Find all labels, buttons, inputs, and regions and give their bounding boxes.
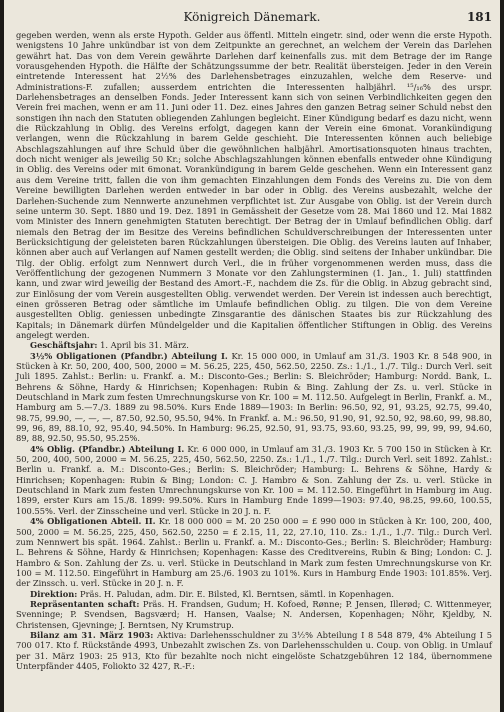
intro-text: gegeben werden, wenn als erste Hypoth. Gelder aus öffentl. Mitteln eingetr. sind, oder wenn die erste Hypoth. wenigstens 10 Jahre unkündbar ist von dem Zeitpunkte an gerechnet, an welchem der Verein das Darlehen gewährt hat. Das von dem Verein gewährte Darlehen darf keinenfalls zus. mit dem Betrage der im Range vorausgehenden Hypoth. die Hälfte der Schätzungssumme der betr. Realität übersteigen. Jeder in den Verein eintretende Interessent hat 2½% des Darlehensbetrages einzuzahlen, welche dem Reserve- und Administrations-F. zufallen; ausserdem entrichten die Interessenten halbjährl. ¹⁵/₁₆% des urspr. Darlehensbetrages an denselben Fonds. Jeder Interessent kann sich von seinen Verbindlichkeiten gegen den Verein frei machen, wenn er am 11. Juni oder 11. Dez. eines Jahres den ganzen Betrag seiner Schuld nebst den sonstigen ihn nach den Statuten obliegenden Zahlungen begleicht. Einer Kündigung bedarf es dazu nicht, wenn die Rückzahlung in Oblig. des Vereins erfolgt, dagegen kann der Verein eine 6monat. Vorankündigung verlangen, wenn die Rückzahlung in barem Gelde geschieht. Die Interessenten können auch beliebige Abschlagszahlungen auf ihre Schuld über die gewöhnlichen halbjährl. Amortisationsquoten hinaus trachten, doch nicht weniger als jeweilig 50 Kr.; solche Abschlagszahlungen können ebenfalls entweder ohne Kündigung in Oblig. des Vereins oder mit 6monat. Vorankündigung in barem Gelde geschehen. Wenn ein Interessent ganz aus dem Vereine tritt, fallen die von ihm gemachten Einzahlungen dem Fonds des Vereins zu. Die von dem Vereine bewilligten Darlehen werden entweder in bar oder in Oblig. des Vereins ausbezahlt, welche der Darlehen-Suchende zum Nennwerte anzunehmen verpflichtet ist. Zur Ausgabe von Oblig. ist der Verein durch seine unterm 30. Sept. 1880 und 19. Dez. 1891 in Gemässheit der Gesetze vom 28. Mai 1860 und 12. Mai 1882 vom Minister des Innern genehmigten Statuten berechtigt. Der Betrag der in Umlauf befindlichen Oblig. darf niemals den Betrag der im Besitze des Vereins befindlichen Schuldverschreibungen der Interessenten unter Berücksichtigung der geleisteten baren Rückzahlungen übersteigen. Die Oblig. des Vereins lauten auf Inhaber, können aber auch auf Verlangen auf Namen gestellt werden; die Oblig. sind seitens der Inhaber unkündbar. Die Tilg. der Oblig. erfolgt zum Nennwert durch Verl., die in früher vorgenommenen werden muss, dass die Veröffentlichung der gezogenen Nummern 3 Monate vor den Zahlungsterminen (1. Jan., 1. Juli) stattfinden kann, und zwar wird jeweilig der Bestand des Amort.-F., nachdem die Zs. für die Oblig. in Abzug gebracht sind, zur Einlösung der vom Verein ausgestellten Oblig. verwendet werden. Der Verein ist indessen auch berechtigt, einen grösseren Betrag oder sämtliche im Umlaufe befindlichen Oblig. zu tilgen. Die von dem Vereine ausgestellten Oblig. geniessen unbedingte Zinsgarantie des dänischen Staates bis zur Rückzahlung des Kapitals; in Dänemark dürfen Mündelgelder und die Kapitalien öffentlicher Stiftungen in Oblig. des Vereins angelegt werden. — [16, 30, 492, 340]
council-text: Präs. H. Frandsen, Gudum; H. Kofoed, Rønne; P. Jensen, Illerød; C. Wittenmeyer, Svenninge; P. Svendsen, Bagsværd; H. Hansen, Vaalse; N. Andersen, Kopenhagen; Nöhr, Kjeldby, N. Christensen, Gjevninge; J. Berntsen, Ny Krumstrup. — [16, 598, 493, 630]
document-page — [4, 0, 500, 712]
issue-1-text: Kr. 15 000 000, in Umlauf am 31./3. 1903 Kr. 8 548 900, in Stücken à Kr. 50, 200, 400, 500, 2000 = M. 56.25, 225, 450, 562.50, 2250. Zs.: 1./1., 1./7. Tilg.: Durch Verl. seit Juli 1895. Zahlst.: Berlin: u. Frankf. a. M.: Disconto-Ges.; Berlin: S. Bleichröder; Hamburg: Nordd. Bank, L. Behrens & Söhne, Hardy & Hinrichsen; Kopenhagen: Rubin & Bing. Zahlung der Zs. u. verl. Stücke in Deutschland in Mark zum festen Umrechnungskurse von Kr. 100 = M. 112.50. Aufgelegt in Berlin, Frankf. a. M., Hamburg am 5.—7./3. 1889 zu 98.50%. Kurs Ende 1889—1903: In Berlin: 96.50, 92, 91, 93.25, 92.75, 99.40, 98.75, 99.90, —, —, —, 87.50, 92.50, 95.50, 94%. In Frankf. a. M.: 96.50, 91.90, 91, 92.50, 92, 98.60, 99, 98.80, 99, 96, 89, 88.10, 92, 95.40, 94.50%. In Hamburg: 96.25, 92.50, 91, 93.75, 93.60, 93.25, 99, 99, 99, 99, 94.60, 89, 88, 92.50, 95.50, 95.25%. — [16, 350, 492, 444]
intro-paragraph — [16, 30, 492, 340]
board-paragraph — [16, 589, 492, 599]
issue-1-paragraph — [16, 351, 492, 444]
issue-2-text: Kr. 6 000 000, in Umlauf am 31./3. 1903 Kr. 5 700 150 in Stücken à Kr. 50, 200, 400, 500, 2000 = M. 56.25, 225, 450, 562.50, 2250. Zs.: 1./1., 1./7. Tilg.: Durch Verl. seit 1892. Zahlst.: Berlin u. Frankf. a. M.: Disconto-Ges.; Berlin: S. Bleichröder; Hamburg: L. Behrens & Söhne, Hardy & Hinrichsen; Kopenhagen: Rubin & Bing; London: C. J. Hambro & Son. Zahlung der Zs. u. verl. Stücke in Deutschland in Mark zum festen Umrechnungskurse von Kr. 100 = M. 112.50. Eingeführt in Hamburg im Aug. 1899, erster Kurs am 15./8. 1899: 99.50%. Kurs in Hamburg Ende 1899—1903: 97.40, 98.25, 99.60, 100.55, 100.55%. Verl. der Zinsscheine und verl. Stücke in 20 J. n. F. — [16, 443, 492, 516]
issue-3-title: 4% Obligationen Abteil. II. — [30, 516, 156, 527]
balance-paragraph — [16, 630, 492, 671]
balance-label: Bilanz am 31. März 1903: — [30, 629, 154, 640]
council-paragraph — [16, 599, 492, 630]
page-body — [16, 30, 492, 671]
issue-3-text: Kr. 18 000 000 = M. 20 250 000 = £ 990 000 in Stücken à Kr. 100, 200, 400, 500, 2000 = M. 56.25, 225, 450, 562.50, 2250 = £ 2.15, 11, 22, 27.10, 110. Zs.: 1./1., 1./7. Tilg.: Durch Verl. zum Nennwert bis spät. 1964. Zahlst.: Berlin u. Frankf. a. M.: Disconto-Ges.; Berlin: S. Bleichröder; Hamburg: L. Behrens & Söhne, Hardy & Hinrichsen; Kopenhagen: Kasse des Creditvereins, Rubin & Bing; London: C. J. Hambro & Son. Zahlung der Zs. u. verl. Stücke in Deutschland in Mark zum festen Umrechnungskurse von Kr. 100 = M. 112.50. Eingeführt in Hamburg am 25./6. 1903 zu 101%. Kurs in Hamburg Ende 1903: 101.85%. Verj. der Zinssch. u. verl. Stücke in 20 J. n. F. — [16, 516, 492, 589]
fiscal-year-paragraph — [16, 340, 492, 350]
fiscal-label: Geschäftsjahr: — [30, 340, 98, 351]
page-number: 181 — [466, 10, 492, 24]
board-text: Präs. H. Paludan, adm. Dir. E. Bilsted, Kl. Berntsen, sämtl. in Kopenhagen. — [80, 588, 394, 599]
council-label: Repräsentanten schaft: — [30, 598, 140, 609]
page-title: Königreich Dänemark. — [183, 10, 321, 24]
issue-2-paragraph — [16, 444, 492, 516]
fiscal-text: 1. April bis 31. März. — [100, 340, 189, 351]
issue-3-paragraph — [16, 516, 492, 588]
page-header — [4, 10, 500, 26]
balance-text: Aktiva: Darlehensschuldner zu 3½% Abteilung I 8 548 879, 4% Abteilung I 5 700 017. Kto f. Rückstände 4993, Unbezahlt zwischen Zs. von Darlehensschulden u. Coup. von Oblig. in Umlauf per 31. März 1903: 25 913, Kto für bezahlte noch nicht eingelöste Schatzgebühren 12 184, übernommene Unterpfänder 4405, Foliokto 32 427, R.-F.: — [16, 629, 492, 671]
issue-1-title: 3½% Obligationen (Pfandbr.) Abteilung I. — [30, 350, 228, 361]
board-label: Direktion: — [30, 588, 78, 599]
issue-2-title: 4% Oblig. (Pfandbr.) Abteilung I. — [30, 443, 185, 454]
